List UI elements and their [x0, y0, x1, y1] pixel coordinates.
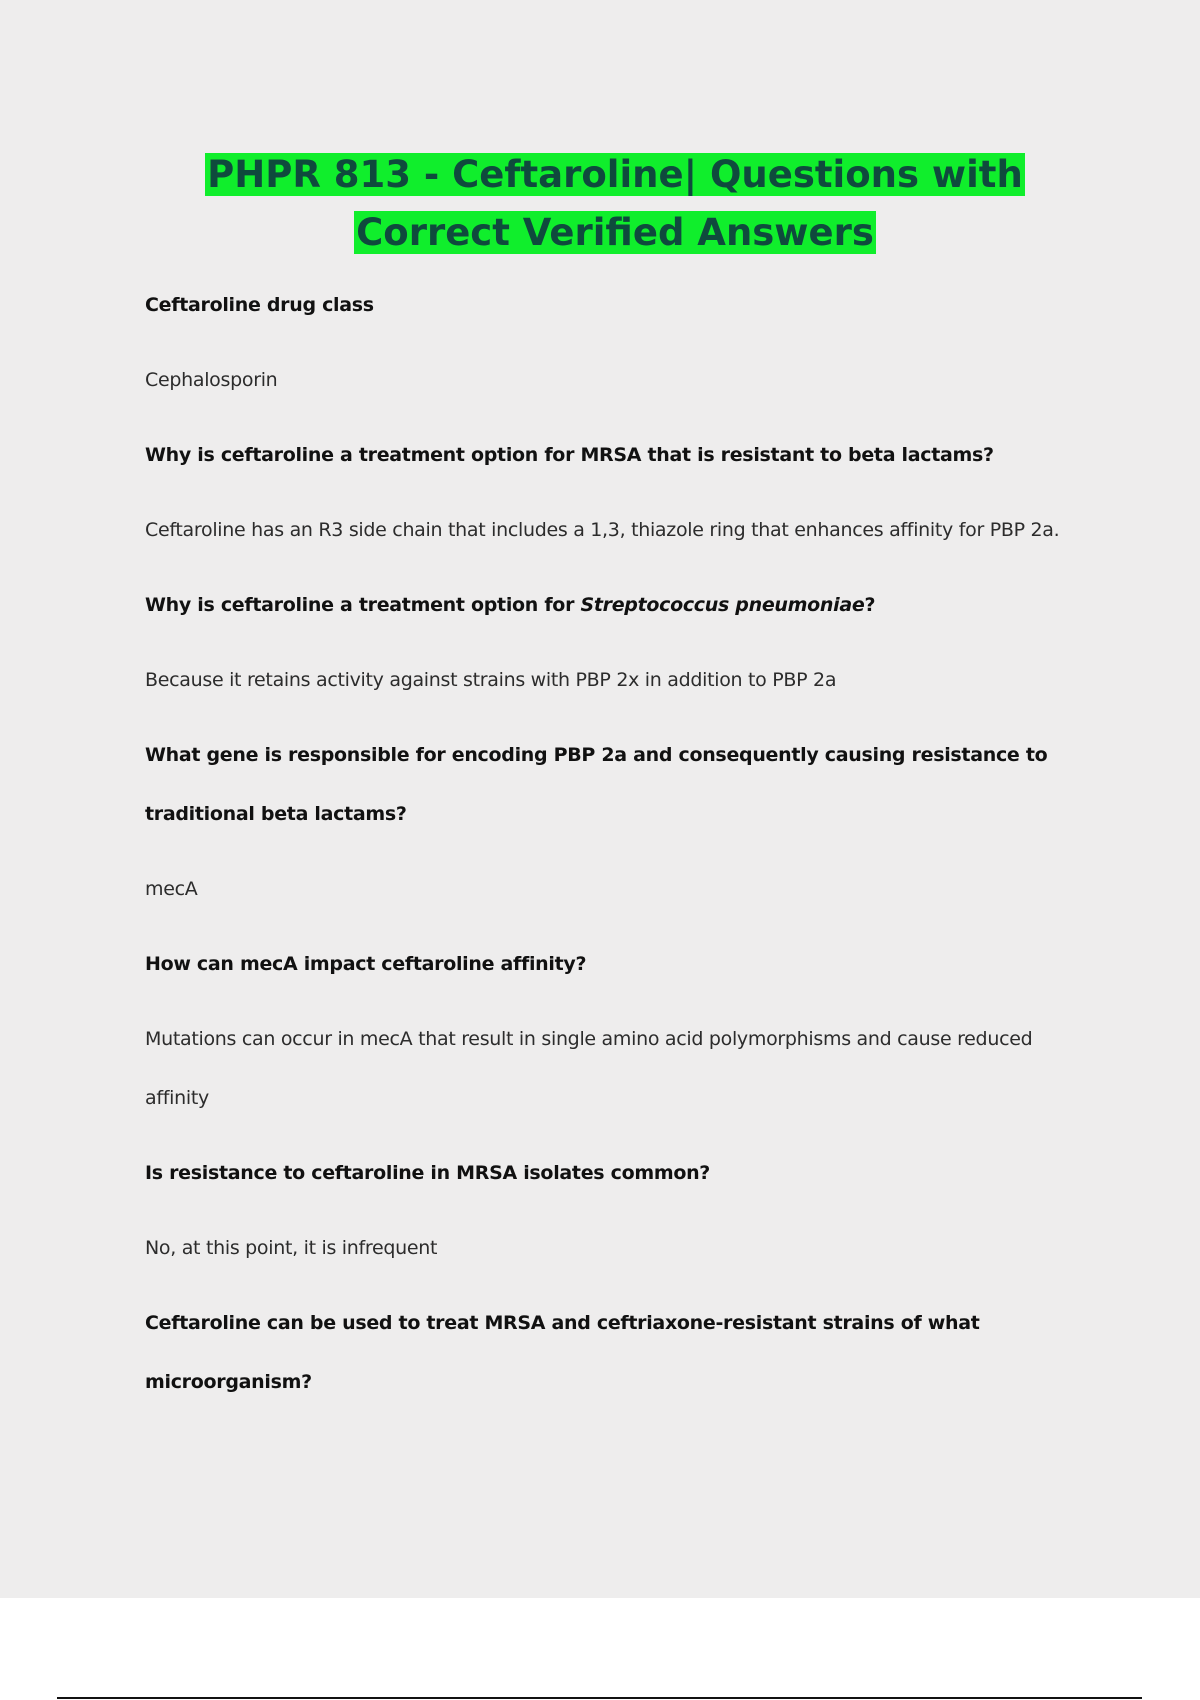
qa-item-1 — [145, 276, 1095, 410]
question-text: What gene is responsible for encoding PBP 2a and consequently causing resistance to traditional beta lactams? — [145, 744, 1048, 825]
answer-text: Ceftaroline has an R3 side chain that includes a 1,3, thiazole ring that enhances affinity for PBP 2a. — [145, 519, 1060, 541]
qa-item-6 — [145, 1144, 1095, 1278]
qa-item-3 — [145, 576, 1095, 710]
question-text: Ceftaroline drug class — [145, 294, 374, 316]
answer-text: Cephalosporin — [145, 369, 278, 391]
qa-item-5 — [145, 935, 1095, 1128]
footer-divider — [57, 1697, 1142, 1699]
page-footer — [0, 1598, 1200, 1700]
answer-text: Because it retains activity against strains with PBP 2x in addition to PBP 2a — [145, 669, 837, 691]
question-text — [145, 576, 1095, 635]
page-title — [150, 146, 1080, 262]
qa-item-4 — [145, 726, 1095, 919]
question-suffix: ? — [864, 594, 876, 616]
title-block — [150, 146, 1080, 262]
qa-list — [145, 276, 1095, 1412]
title-highlight: PHPR 813 - Ceftaroline| Questions with Correct Verified Answers — [207, 153, 1023, 254]
question-text: Ceftaroline can be used to treat MRSA and ceftriaxone-resistant strains of what microorganism? — [145, 1312, 980, 1393]
answer-text: No, at this point, it is infrequent — [145, 1237, 438, 1259]
qa-item-2 — [145, 426, 1095, 560]
answer-text: mecA — [145, 878, 198, 900]
qa-item-7 — [145, 1294, 1095, 1412]
answer-text: Mutations can occur in mecA that result in single amino acid polymorphisms and cause reduced affinity — [145, 1028, 1033, 1109]
question-text: Why is ceftaroline a treatment option for MRSA that is resistant to beta lactams? — [145, 444, 994, 466]
question-text: How can mecA impact ceftaroline affinity? — [145, 953, 587, 975]
question-text: Is resistance to ceftaroline in MRSA isolates common? — [145, 1162, 711, 1184]
question-organism-italic: Streptococcus pneumoniae — [580, 594, 865, 616]
question-prefix: Why is ceftaroline a treatment option for — [145, 594, 581, 616]
